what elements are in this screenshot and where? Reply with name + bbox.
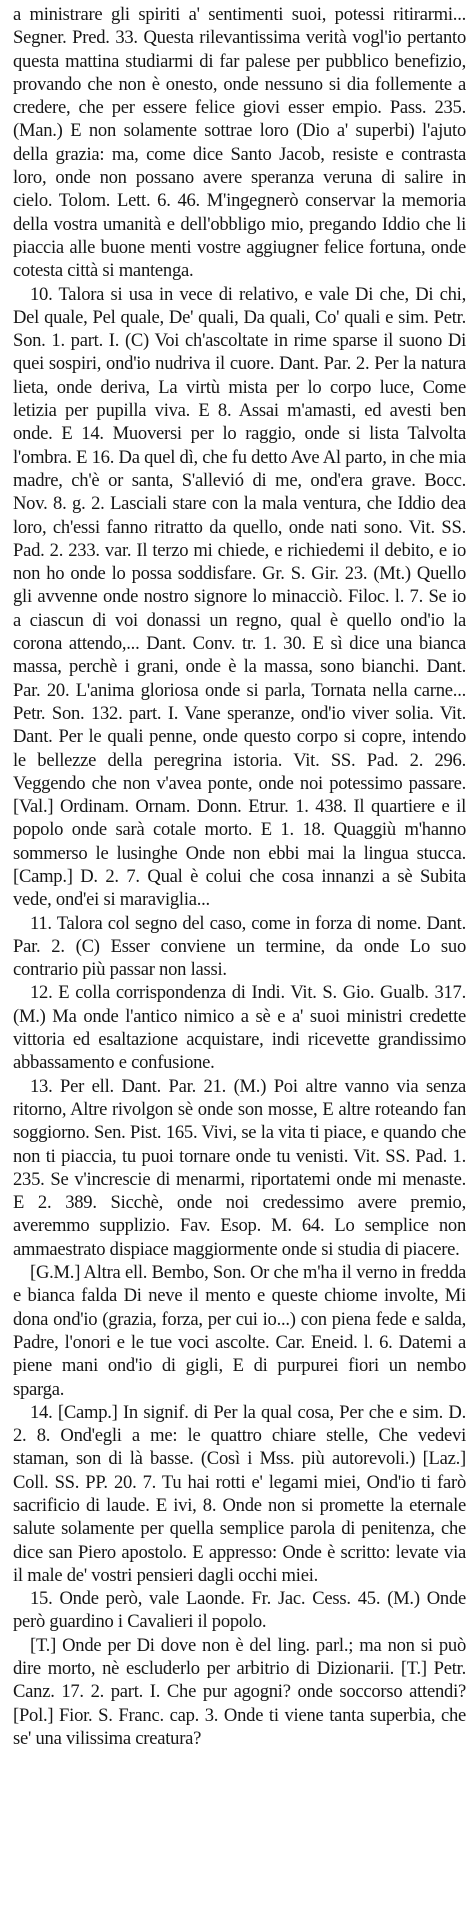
para-section-14: 14. [Camp.] In signif. di Per la qual cosa, Per che e sim. D. 2. 8. Ond'egli a me: le quattro chiare stelle, Che vedevi staman, son di là basse. (Così i Mss. più autorevoli.) [Laz.] Coll. SS. PP. 20. 7. Tu hai rotti e' legami miei, Ond'io ti farò sacrificio di laude. E ivi, 8. Onde non si promette la eternale salute solamente per quella semplice parola di penitenza, che dice san Piero apostolo. E appresso: Onde è scritto: levate via il male de' vostri pensieri dagli occhi miei. bbox=[13, 1401, 466, 1586]
para-section-11: 11. Talora col segno del caso, come in forza di nome. Dant. Par. 2. (C) Esser conviene un termine, da onde Lo suo contrario più passar non lassi. bbox=[13, 912, 466, 981]
para-t: [T.] Onde per Di dove non è del ling. parl.; ma non si può dire morto, nè escluderlo per arbitrio di Dizionarii. [T.] Petr. Canz. 17. 2. part. I. Che pur agogni? onde soccorso attendi? [Pol.] Fior. S. Franc. cap. 3. Onde ti viene tanta superbia, che se' una vilissima creatura? bbox=[13, 1634, 466, 1749]
para-gm: [G.M.] Altra ell. Bembo, Son. Or che m'ha il verno in fredda e bianca falda Di neve il mento e queste chiome involte, Mi dona ond'io (grazia, forza, per cui io...) con piena fede e salda, Padre, l'onori e le tue voci ascolte. Car. Eneid. l. 6. Datemi a piene mani ond'io di gigli, E di purpurei fiori un nembo sparga. bbox=[13, 1262, 466, 1400]
para-section-12: 12. E colla corrispondenza di Indi. Vit. S. Gio. Gualb. 317. (M.) Ma onde l'antico nimico a sè e a' suoi ministri credette vittoria ed esaltazione acquistare, indi ricevette grandissimo abbassamento e confusione. bbox=[13, 982, 466, 1074]
para-continuation: a ministrare gli spiriti a' sentimenti suoi, potessi ritirarmi... Segner. Pred. 33. Questa rilevantissima verità vogl'io pertanto questa mattina studiarmi di far palese per pubblico benefizio, provando che non è onesto, onde nessuno si dia follemente a credere, che per essere felice giovi esser empio. Pass. 235. (Man.) E non solamente sottrae loro (Dio a' superbi) l'ajuto della grazia: ma, come dice Santo Jacob, resiste e contrasta loro, onde non possano avere speranza veruna di salire in cielo. Tolom. Lett. 6. 46. M'ingegnerò conservar la memoria della vostra umanità e dell'obbligo mio, pregando Iddio che li piaccia alle buone menti vostre aggiugner felice fortuna, onde cotesta città si mantenga. bbox=[13, 4, 466, 282]
para-section-10: 10. Talora si usa in vece di relativo, e vale Di che, Di chi, Del quale, Pel quale, De' quali, Da quali, Co' quali e sim. Petr. Son. 1. part. I. (C) Voi ch'ascoltate in rime sparse il suono Di quei sospiri, ond'io nudriva il cuore. Dant. Par. 2. Per la natura lieta, onde deriva, La virtù mista per lo corpo luce, Come letizia per pupilla viva. E 8. Assai m'amasti, ed avesti ben onde. E 14. Muoversi per lo raggio, onde si lista Talvolta l'ombra. E 16. Da quel dì, che fu detto Ave Al parto, in che mia madre, ch'è or santa, S'allevió di me, ond'era grave. Bocc. Nov. 8. g. 2. Lasciali stare con la mala ventura, che Iddio dea loro, ch'essi fanno ritratto da quello, onde nati sono. Vit. SS. Pad. 2. 233. var. Il terzo mi chiede, e richiedemi il debito, e io non ho onde lo possa soddisfare. Gr. S. Gir. 23. (Mt.) Quello gli avvenne onde nostro signore lo minacciò. Filoc. l. 7. Se io a ciascun di voi donassi un regno, qual è quello ond'io la corona attendo,... Dant. Conv. tr. 1. 30. E sì dice una bianca massa, perchè i grani, onde è la massa, sono bianchi. Dant. Par. 20. L'anima gloriosa onde si parla, Tornata nella carne... Petr. Son. 132. part. I. Vane speranze, ond'io viver solia. Vit. Dant. Per le quali penne, onde questo corpo si copre, intendo le bellezze della peregrina istoria. Vit. SS. Pad. 2. 296. Veggendo che non v'avea ponte, onde noi potessimo passare. [Val.] Ordinam. Ornam. Donn. Etrur. 1. 438. Il quartiere e il popolo onde sarà cotale morto. E 1. 18. Quaggiù m'hanno sommerso le lusinghe Onde non ebbi mai la lingua stucca. [Camp.] D. 2. 7. Qual è colui che cosa innanzi a sè Subita vede, ond'ei si maraviglia... bbox=[13, 283, 466, 911]
para-section-13: 13. Per ell. Dant. Par. 21. (M.) Poi altre vanno via senza ritorno, Altre rivolgon sè onde son mosse, E altre roteando fan soggiorno. Sen. Pist. 165. Vivi, se la vita ti piace, e quando che non ti piaccia, tu puoi tornare onde tu venisti. Vit. SS. Pad. 1. 235. Se v'increscie di menarmi, riportatemi onde mi menaste. E 2. 389. Sicchè, onde noi credessimo avere premio, averemmo supplizio. Fav. Esop. M. 64. Lo semplice non ammaestrato dispiace maggiormente onde si studia di piacere. bbox=[13, 1075, 466, 1260]
para-section-15: 15. Onde però, vale Laonde. Fr. Jac. Cess. 45. (M.) Onde però guardino i Cavalieri il popolo. bbox=[13, 1588, 466, 1633]
